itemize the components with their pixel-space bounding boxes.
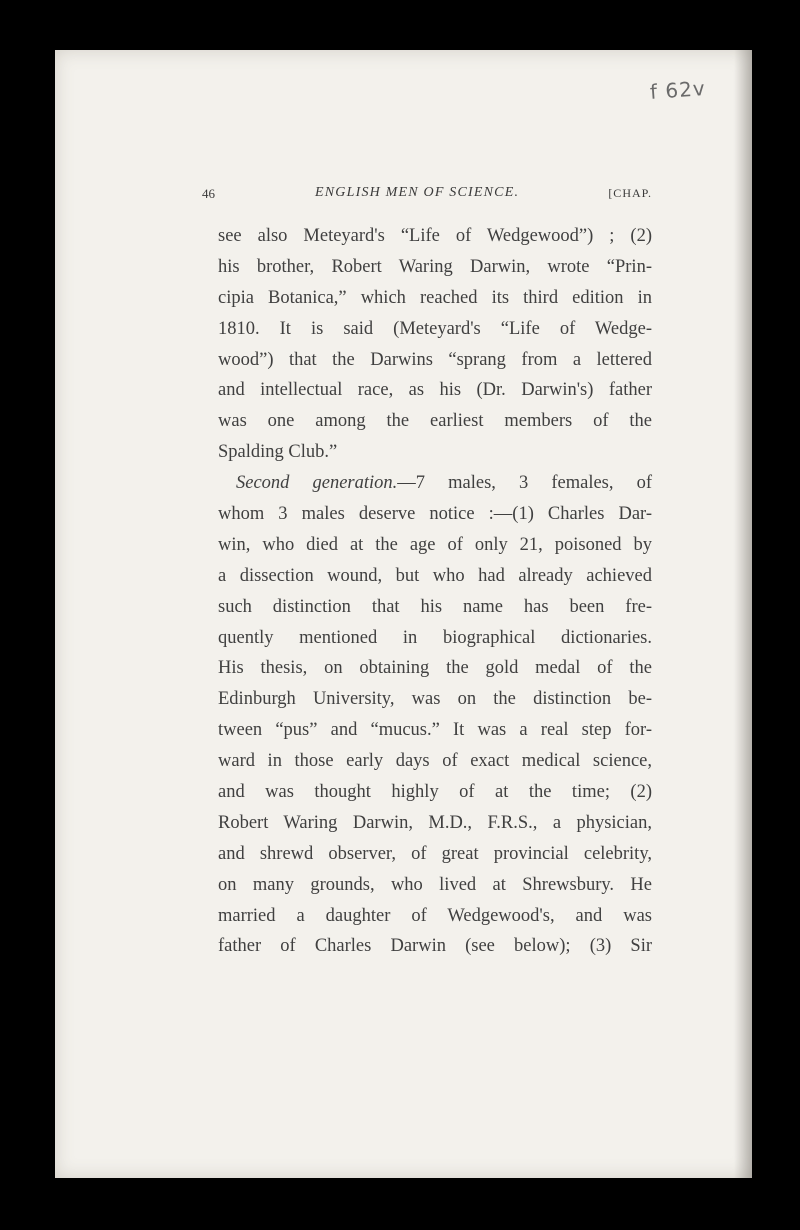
text-line: father of Charles Darwin (see below); (3) Sir <box>218 936 652 957</box>
text-line: ward in those early days of exact medical science, <box>218 751 652 772</box>
text-line: tween “pus” and “mucus.” It was a real step for- <box>218 720 652 741</box>
text-line: on many grounds, who lived at Shrewsbury. He <box>218 874 652 895</box>
italic-heading: Second generation. <box>236 473 398 494</box>
handwritten-folio-mark: f 62v <box>649 76 707 104</box>
text-line: Robert Waring Darwin, M.D., F.R.S., a physician, <box>218 812 652 833</box>
running-head <box>202 183 652 207</box>
text-line-rest: —7 males, 3 females, of <box>397 473 652 494</box>
text-line: wood”) that the Darwins “sprang from a lettered <box>218 349 652 370</box>
text-line: Edinburgh University, was on the distinction be- <box>218 689 652 710</box>
text-line: see also Meteyard's “Life of Wedgewood”) ; (2) <box>218 226 652 246</box>
text-line: and was thought highly of at the time; (2) <box>218 782 652 803</box>
text-line: quently mentioned in biographical dictionaries. <box>218 627 652 648</box>
body-text <box>218 221 652 962</box>
running-title: ENGLISH MEN OF SCIENCE. <box>315 185 520 200</box>
text-line: married a daughter of Wedgewood's, and was <box>218 905 652 926</box>
text-line: a dissection wound, but who had already achieved <box>218 565 652 586</box>
text-line: win, who died at the age of only 21, poisoned by <box>218 534 652 555</box>
text-line: such distinction that his name has been fre- <box>218 596 652 617</box>
text-line: His thesis, on obtaining the gold medal of the <box>218 658 652 679</box>
chapter-marker: [CHAP. <box>608 186 652 200</box>
text-line: his brother, Robert Waring Darwin, wrote “Prin- <box>218 256 652 277</box>
text-line: was one among the earliest members of the <box>218 411 652 432</box>
text-line: whom 3 males deserve notice :—(1) Charles Dar- <box>218 504 652 525</box>
text-line: 1810. It is said (Meteyard's “Life of Wedge- <box>218 318 652 339</box>
text-line: and shrewd observer, of great provincial celebrity, <box>218 843 652 864</box>
text-line: and intellectual race, as his (Dr. Darwin's) father <box>218 380 652 401</box>
text-line: cipia Botanica,” which reached its third edition in <box>218 287 652 308</box>
text-line <box>218 468 652 499</box>
page-number: 46 <box>202 186 215 201</box>
page-edge-shadow <box>734 50 752 1178</box>
text-line: Spalding Club.” <box>218 442 338 463</box>
